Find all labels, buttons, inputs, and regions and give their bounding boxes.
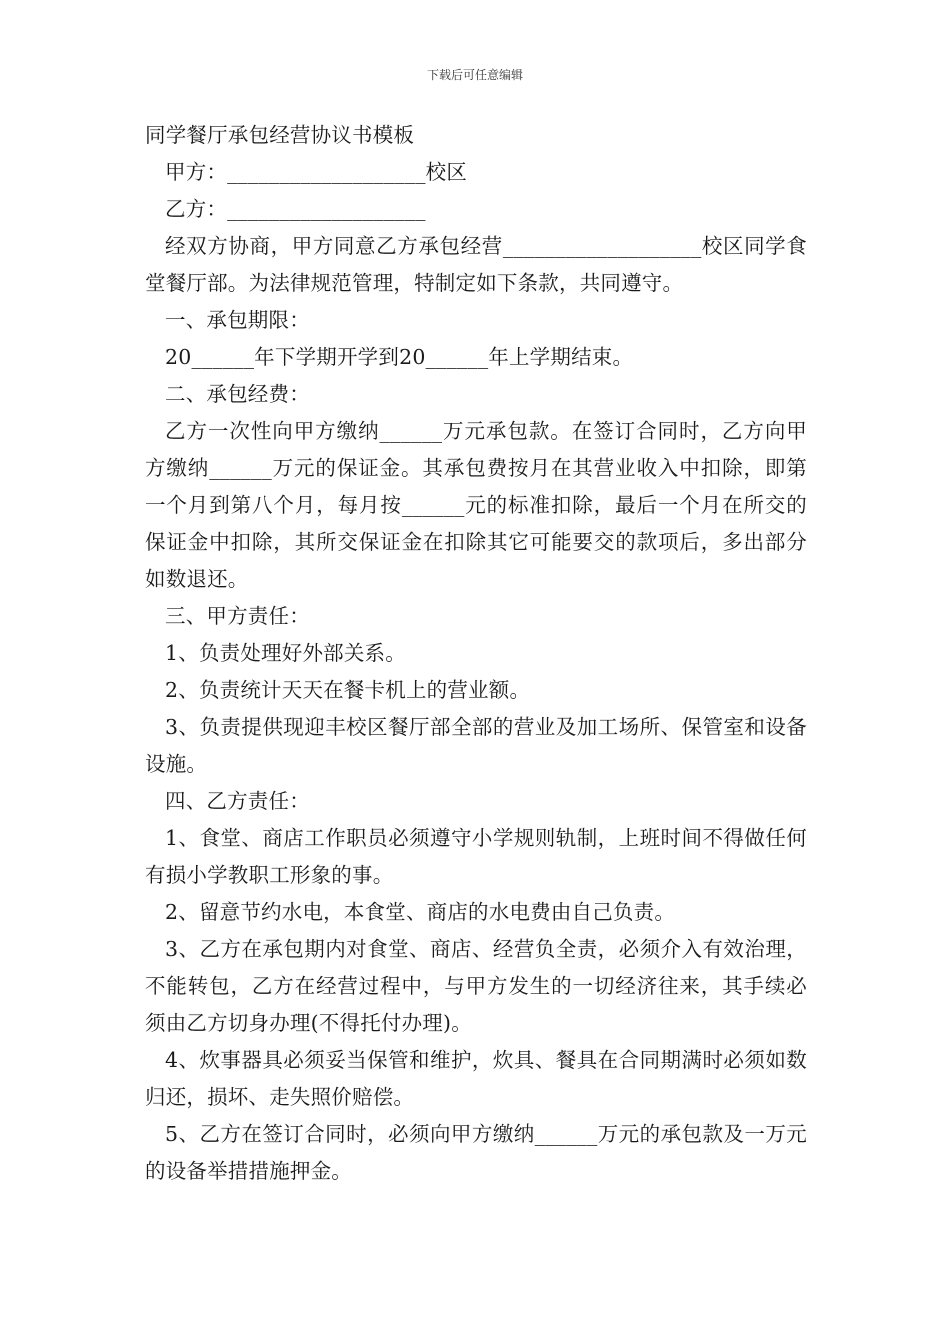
section-heading-fees: 二、承包经费：	[165, 382, 310, 406]
party-b-item-5: 5、乙方在签订合同时，必须向甲方缴纳______万元的承包款及一万元的设备举措措施押金。	[145, 1122, 807, 1183]
party-a-item-3: 3、负责提供现迎丰校区餐厅部全部的营业及加工场所、保管室和设备设施。	[145, 715, 807, 776]
page-header-note: 下载后可任意编辑	[426, 68, 523, 82]
document-body	[145, 117, 807, 1190]
party-b-item-3: 3、乙方在承包期内对食堂、商店、经营负全责，必须介入有效治理，不能转包，乙方在经营过程中，与甲方发生的一切经济往来，其手续必须由乙方切身办理(不得托付办理)。	[145, 937, 807, 1035]
party-b-item-1: 1、食堂、商店工作职员必须遵守小学规则轨制，上班时间不得做任何有损小学教职工形象的事。	[145, 826, 807, 887]
fees-paragraph: 乙方一次性向甲方缴纳______万元承包款。在签订合同时，乙方向甲方缴纳______万元的保证金。其承包费按月在其营业收入中扣除，即第一个月到第八个月，每月按______元的标准扣除，最后一个月在所交的保证金中扣除，其所交保证金在扣除其它可能要交的款项后，多出部分如数退还。	[145, 419, 807, 591]
section-heading-party-a: 三、甲方责任：	[165, 604, 310, 628]
party-b-item-4: 4、炊事器具必须妥当保管和维护，炊具、餐具在合同期满时必须如数归还，损坏、走失照价赔偿。	[145, 1048, 807, 1109]
party-a-item-2: 2、负责统计天天在餐卡机上的营业额。	[165, 678, 531, 702]
intro-paragraph: 经双方协商，甲方同意乙方承包经营___________________校区同学食堂餐厅部。为法律规范管理，特制定如下条款，共同遵守。	[145, 234, 807, 295]
party-a-line: 甲方：___________________校区	[165, 160, 468, 184]
party-b-line: 乙方：___________________	[165, 197, 426, 221]
party-a-item-1: 1、负责处理好外部关系。	[165, 641, 406, 665]
party-b-item-2: 2、留意节约水电，本食堂、商店的水电费由自己负责。	[165, 900, 676, 924]
section-heading-party-b: 四、乙方责任：	[165, 789, 310, 813]
document-title: 同学餐厅承包经营协议书模板	[145, 123, 415, 147]
section-heading-term: 一、承包期限：	[165, 308, 310, 332]
term-paragraph: 20______年下学期开学到20______年上学期结束。	[165, 345, 634, 369]
